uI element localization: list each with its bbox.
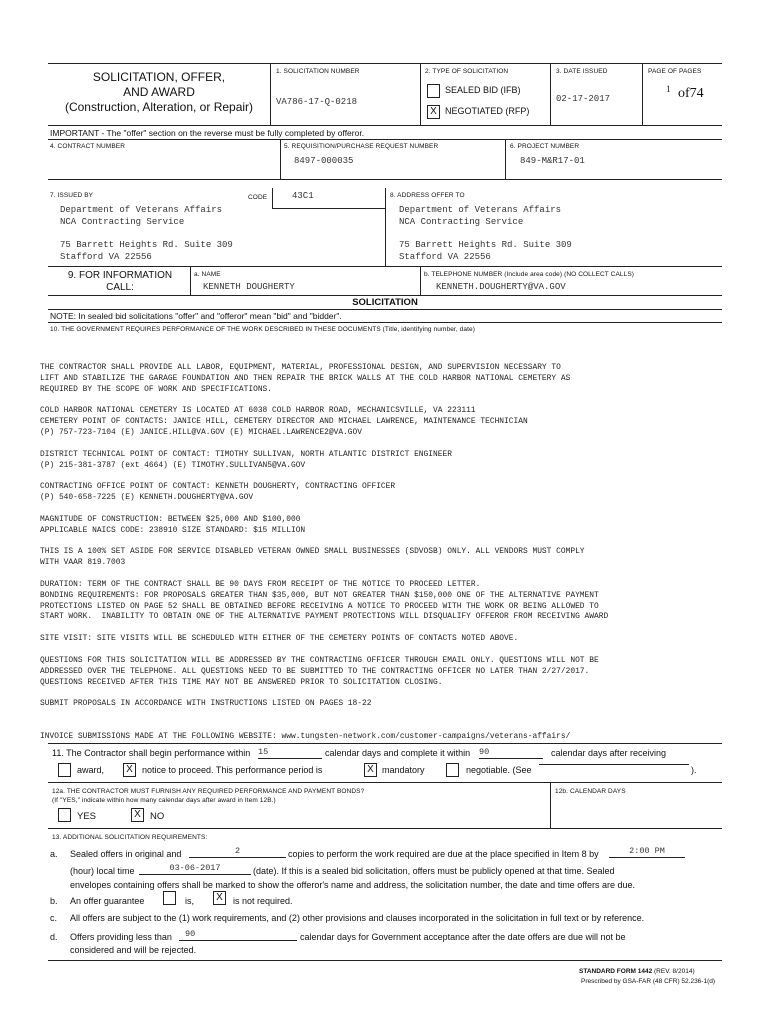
address-offer-line2: NCA Contracting Service — [399, 216, 524, 227]
divider — [48, 782, 722, 783]
for-information-line1: 9. FOR INFORMATION — [67, 270, 173, 281]
negotiated-label: NEGOTIATED (RFP) — [445, 106, 530, 116]
issued-by-line2: NCA Contracting Service — [60, 216, 185, 227]
work-paragraph-2: COLD HARBOR NATIONAL CEMETERY IS LOCATED AT 6038 COLD HARBOR ROAD, MECHANICSVILLE, VA 223111 CEMETERY POINT OF CONTACTS: JANICE HILL, CEMETERY DIRECTOR AND MICHAEL LAWRENCE, MAINTENANCE TECHNICIAN (P) 757-723-7104 (E) JANICE.HILL@VA.GOV (E) MICHAEL.LAWRENCE2@VA.GOV — [40, 406, 528, 437]
for-information-line2: CALL: — [106, 282, 134, 293]
form-title-line1: SOLICITATION, OFFER, — [92, 70, 226, 84]
solicitation-heading: SOLICITATION — [352, 297, 418, 308]
contact-email[interactable]: KENNETH.DOUGHERTY@VA.GOV — [436, 282, 566, 292]
divider — [505, 139, 506, 179]
divider — [385, 188, 386, 266]
work-paragraph-10: SUBMIT PROPOSALS IN ACCORDANCE WITH INSTRUCTIONS LISTED ON PAGES 18-22 — [40, 699, 372, 708]
divider — [190, 266, 191, 295]
mandatory-label: mandatory — [382, 765, 425, 775]
item-d-text3: considered and will be rejected. — [70, 945, 197, 955]
item-a-text1: Sealed offers in original and — [70, 849, 182, 859]
begin-days-field[interactable]: 15 — [258, 747, 322, 759]
copies-field[interactable]: 2 — [189, 846, 286, 858]
bottom-border — [48, 960, 722, 961]
item-a-text2: copies to perform the work required are due at the place specified in Item 8 by — [288, 849, 599, 859]
item-b-letter: b. — [50, 896, 58, 906]
item-a-letter: a. — [50, 849, 58, 859]
block11-text-c: calendar days after receiving — [551, 748, 667, 758]
divider — [48, 828, 722, 829]
work-paragraph-7: DURATION: TERM OF THE CONTRACT SHALL BE 90 DAYS FROM RECEIPT OF THE NOTICE TO PROCEED LETTER. BONDING REQUIREMENTS: FOR PROPOSALS GREATER THAN $35,000, BUT NOT GREATER THAN $150,000 ONE OF THE ALTERNATIVE PAYMENT PROTECTIONS LISTED ON PAGE 52 SHALL BE OBTAINED BEFORE RECEIVING A NOTICE TO PROCEED WITH THE WORK OR BEING ALLOWED TO START WORK. INABILITY TO OBTAIN ONE OF THE ALTERNATIVE PAYMENT PROTECTIONS WILL DISQUALIFY OFFEROR FROM RECEIVING AWARD — [40, 580, 609, 622]
divider — [280, 139, 281, 179]
issued-by-line4: Stafford VA 22556 — [60, 251, 152, 262]
work-paragraph-5: MAGNITUDE OF CONSTRUCTION: BETWEEN $25,000 AND $100,000 APPLICABLE NAICS CODE: 238910 SIZE STANDARD: $15 MILLION — [40, 515, 306, 535]
contact-name-label: a. NAME — [194, 271, 221, 278]
requisition-number[interactable]: 8497-000035 — [294, 156, 354, 166]
bonds-yes-label: YES — [77, 811, 97, 822]
additional-requirements-label: 13. ADDITIONAL SOLICITATION REQUIREMENTS: — [52, 834, 208, 841]
award-label: award, — [77, 765, 105, 775]
item-d-text1: Offers providing less than — [70, 932, 172, 942]
sealed-bid-checkbox[interactable] — [427, 84, 440, 98]
telephone-label: b. TELEPHONE NUMBER (Include area code) (NO COLLECT CALLS) — [424, 271, 635, 278]
work-paragraph-6: THIS IS A 100% SET ASIDE FOR SERVICE DISABLED VETERAN OWNED SMALL BUSINESSES (SDVOSB) ONLY. ALL VENDORS MUST COMPLY WITH VAAR 819.7003 — [40, 547, 585, 567]
bonds-no-checkbox[interactable]: X — [131, 808, 144, 822]
divider — [48, 266, 722, 267]
mandatory-checkbox[interactable]: X — [364, 763, 377, 777]
work-paragraph-9: QUESTIONS FOR THIS SOLICITATION WILL BE ADDRESSED BY THE CONTRACTING OFFICER THROUGH EMAIL ONLY. QUESTIONS WILL NOT BE ADDRESSED OVER THE TELEPHONE. ALL QUESTIONS NEED TO BE SUBMITTED TO THE CONTRACTING OFFICER NO LATER THAN 2/27/2017. QUESTIONS RECEIVED AFTER THIS TIME MAY NOT BE ANSWERED PRIOR TO SOLICITATION CLOSING. — [40, 656, 599, 687]
negotiated-checkbox[interactable]: X — [427, 105, 440, 119]
item-b-text: An offer guarantee — [70, 896, 145, 906]
negotiable-label: negotiable. (See — [466, 765, 532, 775]
requisition-number-label: 5. REQUISITION/PURCHASE REQUEST NUMBER — [284, 143, 439, 150]
block11-text-b: calendar days and complete it within — [325, 748, 471, 758]
item-a-text3: (hour) local time — [70, 866, 135, 876]
divider — [420, 266, 421, 295]
guarantee-is-not-label: is not required. — [233, 896, 293, 906]
issued-by-code[interactable]: 43C1 — [292, 191, 314, 201]
divider — [48, 295, 722, 296]
divider — [270, 63, 271, 125]
issued-by-line1: Department of Veterans Affairs — [60, 205, 223, 215]
form-title-line2: AND AWARD — [123, 85, 195, 99]
divider — [272, 208, 385, 209]
bonds-sublabel: (If "YES," indicate within how many calendar days after award in Item 12B.) — [52, 797, 276, 804]
divider — [550, 63, 551, 125]
item-c-text: All offers are subject to the (1) work requirements, and (2) other provisions and clauses incorporated in the solicitation in full text or by reference. — [70, 913, 645, 923]
issued-by-address — [60, 205, 233, 263]
acceptance-days-field[interactable]: 90 — [179, 929, 297, 941]
form-number — [579, 968, 695, 975]
page-of-pages-label: PAGE OF PAGES — [648, 68, 702, 75]
work-paragraph-4: CONTRACTING OFFICE POINT OF CONTACT: KENNETH DOUGHERTY, CONTRACTING OFFICER (P) 540-658-7225 (E) KENNETH.DOUGHERTY@VA.GOV — [40, 482, 396, 502]
see-close: ). — [691, 765, 697, 775]
date-issued[interactable]: 02-17-2017 — [556, 94, 611, 104]
calendar-days-label: 12b. CALENDAR DAYS — [555, 788, 626, 795]
form-number-prefix: STANDARD FORM 1442 — [579, 968, 653, 975]
project-number[interactable]: 849-M&R17-01 — [520, 156, 585, 166]
sealed-bid-note: NOTE: In sealed bid solicitations "offer" and "offeror" mean "bid" and "bidder". — [50, 311, 342, 321]
solicitation-number-label: 1. SOLICITATION NUMBER — [276, 68, 360, 75]
address-offer-line3: 75 Barrett Heights Rd. Suite 309 — [399, 240, 572, 250]
bonds-label: 12a. THE CONTRACTOR MUST FURNISH ANY REQUIRED PERFORMANCE AND PAYMENT BONDS? — [52, 788, 365, 795]
work-paragraph-8: SITE VISIT: SITE VISITS WILL BE SCHEDULED WITH EITHER OF THE CEMETERY POINTS OF CONTACTS NOTED ABOVE. — [40, 634, 519, 643]
divider — [48, 139, 722, 140]
address-offer-line1: Department of Veterans Affairs — [399, 205, 562, 215]
divider — [48, 179, 722, 180]
issued-by-label: 7. ISSUED BY — [50, 192, 94, 199]
important-note: IMPORTANT - The "offer" section on the reverse must be fully completed by offeror. — [50, 128, 365, 138]
top-border — [48, 63, 722, 64]
item-a-text5: envelopes containing offers shall be marked to show the offeror's name and address, the solicitation number, the date and time offers are due. — [70, 880, 636, 890]
work-description-label: 10. THE GOVERNMENT REQUIRES PERFORMANCE OF THE WORK DESCRIBED IN THESE DOCUMENTS (Title, identifying number, date) — [50, 326, 475, 333]
date-issued-label: 3. DATE ISSUED — [556, 68, 608, 75]
project-number-label: 6. PROJECT NUMBER — [510, 143, 580, 150]
solicitation-number[interactable]: VA786-17-Q-0218 — [276, 97, 358, 107]
divider — [272, 188, 273, 208]
divider — [550, 782, 551, 828]
type-of-solicitation-label: 2. TYPE OF SOLICITATION — [425, 68, 509, 75]
award-checkbox[interactable] — [58, 763, 71, 777]
sealed-bid-label: SEALED BID (IFB) — [445, 85, 521, 95]
guarantee-is-label: is, — [185, 896, 194, 906]
item-c-letter: c. — [50, 913, 58, 923]
bonds-yes-checkbox[interactable] — [58, 808, 71, 822]
notice-to-proceed-checkbox[interactable]: X — [123, 763, 136, 777]
address-offer-line4: Stafford VA 22556 — [399, 251, 491, 262]
item-d-letter: d. — [50, 932, 58, 942]
page-total: of74 — [678, 86, 704, 101]
due-time-field[interactable]: 2:00 PM — [609, 846, 685, 858]
notice-to-proceed-label: notice to proceed. This performance period is — [142, 765, 323, 775]
contract-number-label: 4. CONTRACT NUMBER — [50, 143, 125, 150]
issued-by-line3: 75 Barrett Heights Rd. Suite 309 — [60, 240, 233, 250]
address-offer-to-label: 8. ADDRESS OFFER TO — [390, 192, 465, 199]
block11-text-a: 11. The Contractor shall begin performance within — [52, 748, 251, 758]
work-paragraph-3: DISTRICT TECHNICAL POINT OF CONTACT: TIMOTHY SULLIVAN, NORTH ATLANTIC DISTRICT ENGINEER (P) 215-381-3787 (ext 4664) (E) TIMOTHY.SULLIVAN5@VA.GOV — [40, 450, 452, 470]
contact-name[interactable]: KENNETH DOUGHERTY — [203, 282, 295, 292]
item-d-text2: calendar days for Government acceptance after the date offers are due will not be — [300, 932, 626, 942]
form-title — [48, 70, 270, 115]
prescribed-by: Prescribed by GSA-FAR (48 CFR) 52.236-1(d) — [581, 978, 716, 985]
negotiable-checkbox[interactable] — [446, 763, 459, 777]
code-label: CODE — [248, 194, 268, 201]
guarantee-is-checkbox[interactable] — [163, 891, 176, 905]
work-paragraph-1: THE CONTRACTOR SHALL PROVIDE ALL LABOR, EQUIPMENT, MATERIAL, PROFESSIONAL DESIGN, AND SUPERVISION NECESSARY TO LIFT AND STABILIZE THE GARAGE FOUNDATION AND THEN REPAIR THE BRICK WALLS AT THE COLD HARBOR NATIONAL CEMETERY AS REQUIRED BY THE SCOPE OF WORK AND SPECIFICATIONS. — [40, 363, 571, 394]
see-reference-field[interactable] — [539, 764, 689, 765]
work-paragraph-11: INVOICE SUBMISSIONS MADE AT THE FOLLOWING WEBSITE: www.tungsten-network.com/customer-campaigns/veterans-affairs/ — [40, 732, 571, 741]
due-date-field[interactable]: 03-06-2017 — [139, 863, 251, 875]
item-a-text4: (date). If this is a sealed bid solicitation, offers must be publicly opened at that time. Sealed — [253, 866, 615, 876]
divider — [48, 309, 722, 310]
divider — [48, 743, 722, 744]
divider — [642, 63, 643, 125]
bonds-no-label: NO — [150, 811, 165, 822]
divider — [420, 63, 421, 125]
divider — [48, 125, 722, 126]
guarantee-is-not-checkbox[interactable]: X — [213, 891, 226, 905]
divider — [48, 322, 722, 323]
form-title-line3: (Construction, Alteration, or Repair) — [64, 100, 254, 114]
form-revision: (REV. 8/2014) — [654, 968, 695, 975]
complete-days-field[interactable]: 90 — [479, 747, 543, 759]
address-offer-to — [399, 205, 572, 263]
page-number: 1 — [666, 84, 671, 94]
for-information-label — [50, 270, 190, 294]
